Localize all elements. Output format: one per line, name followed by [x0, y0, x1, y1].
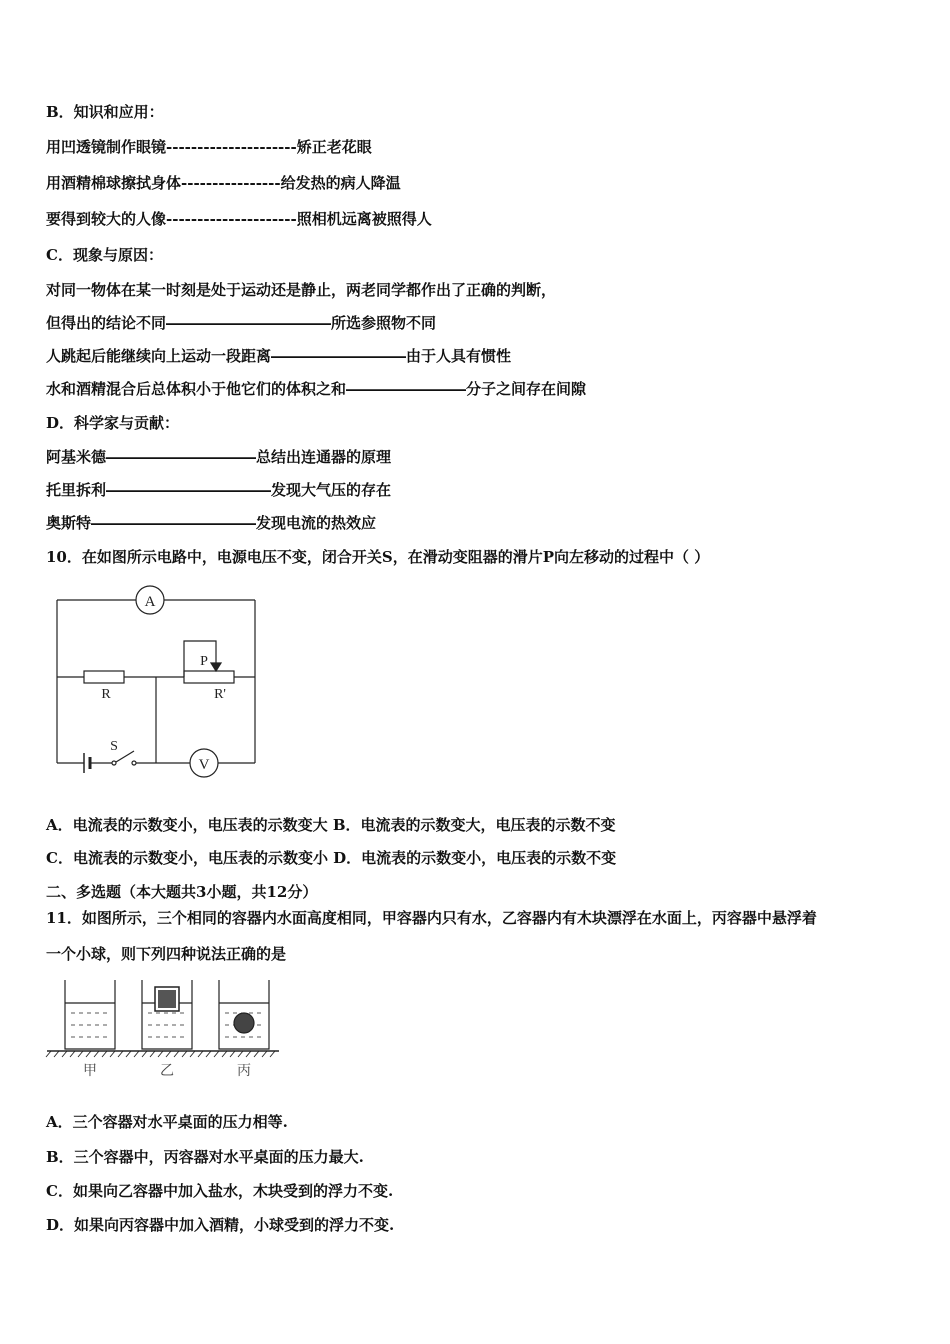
table-hatching	[46, 1051, 275, 1057]
resistor-label: R	[101, 687, 111, 702]
voltmeter-label: V	[198, 757, 210, 773]
section-b-line-3: 要得到较大的人像---------------------照相机远离被照得人	[46, 210, 432, 228]
switch-contact-left	[112, 761, 116, 765]
part2-heading: 二、多选题（本大题共3小题，共12分）	[46, 883, 318, 901]
section-d-line-2: 托里拆利―――――――――――发现大气压的存在	[46, 481, 392, 499]
q11-option-d: D．如果向丙容器中加入酒精，小球受到的浮力不变.	[46, 1216, 395, 1234]
container-bing	[219, 980, 269, 1049]
label-bing: 丙	[237, 1064, 251, 1079]
slider-arrow-icon	[211, 663, 221, 671]
q10-stem: 10．在如图所示电路中，电源电压不变，闭合开关S，在滑动变阻器的滑片P向左移动的过程中（ ）	[46, 548, 710, 566]
section-d-heading: D．科学家与贡献：	[46, 414, 180, 432]
section-b-heading: B．知识和应用：	[46, 103, 164, 121]
q11-option-b: B．三个容器中，丙容器对水平桌面的压力最大.	[46, 1148, 364, 1166]
switch-blade	[116, 751, 134, 762]
section-b-line-1: 用凹透镜制作眼镜---------------------矫正老花眼	[46, 138, 372, 156]
q11-option-a: A．三个容器对水平桌面的压力相等.	[46, 1113, 288, 1131]
slider-label: P	[200, 654, 208, 669]
switch-label: S	[110, 739, 118, 754]
resistor-symbol	[84, 671, 124, 683]
containers-diagram	[45, 975, 285, 1089]
switch-contact-right	[132, 761, 136, 765]
rheostat-label: R'	[214, 687, 226, 702]
label-yi: 乙	[160, 1064, 174, 1079]
q11-stem-line-1: 11．如图所示，三个相同的容器内水面高度相同，甲容器内只有水，乙容器内有木块漂浮在水面上，丙容器中悬浮着	[46, 909, 817, 927]
section-b-line-2: 用酒精棉球擦拭身体----------------给发热的病人降温	[46, 174, 401, 192]
suspended-ball	[234, 1013, 254, 1033]
section-c-line-3: 人跳起后能继续向上运动一段距离―――――――――由于人具有惯性	[46, 347, 512, 365]
section-c-line-4: 水和酒精混合后总体积小于他它们的体积之和――――――――分子之间存在间隙	[46, 380, 587, 398]
section-c-line-2: 但得出的结论不同―――――――――――所选参照物不同	[46, 314, 437, 332]
label-jia: 甲	[83, 1064, 97, 1079]
ammeter-label: A	[144, 594, 156, 610]
rheostat-symbol	[184, 671, 234, 683]
q11-stem-line-2: 一个小球，则下列四种说法正确的是	[46, 945, 287, 963]
circuit-diagram	[50, 585, 265, 789]
section-c-heading: C．现象与原因：	[46, 246, 163, 264]
container-yi	[142, 980, 192, 1049]
q10-options-row-1: A．电流表的示数变小，电压表的示数变大 B．电流表的示数变大，电压表的示数不变	[46, 816, 616, 834]
section-d-line-1: 阿基米德――――――――――总结出连通器的原理	[46, 448, 392, 466]
section-c-line-1: 对同一物体在某一时刻是处于运动还是静止，两老同学都作出了正确的判断，	[46, 281, 557, 299]
q11-option-c: C．如果向乙容器中加入盐水，木块受到的浮力不变.	[46, 1182, 394, 1200]
section-d-line-3: 奥斯特―――――――――――发现电流的热效应	[46, 514, 377, 532]
container-jia	[65, 980, 115, 1049]
q10-options-row-2: C．电流表的示数变小，电压表的示数变小 D．电流表的示数变小，电压表的示数不变	[46, 849, 617, 867]
